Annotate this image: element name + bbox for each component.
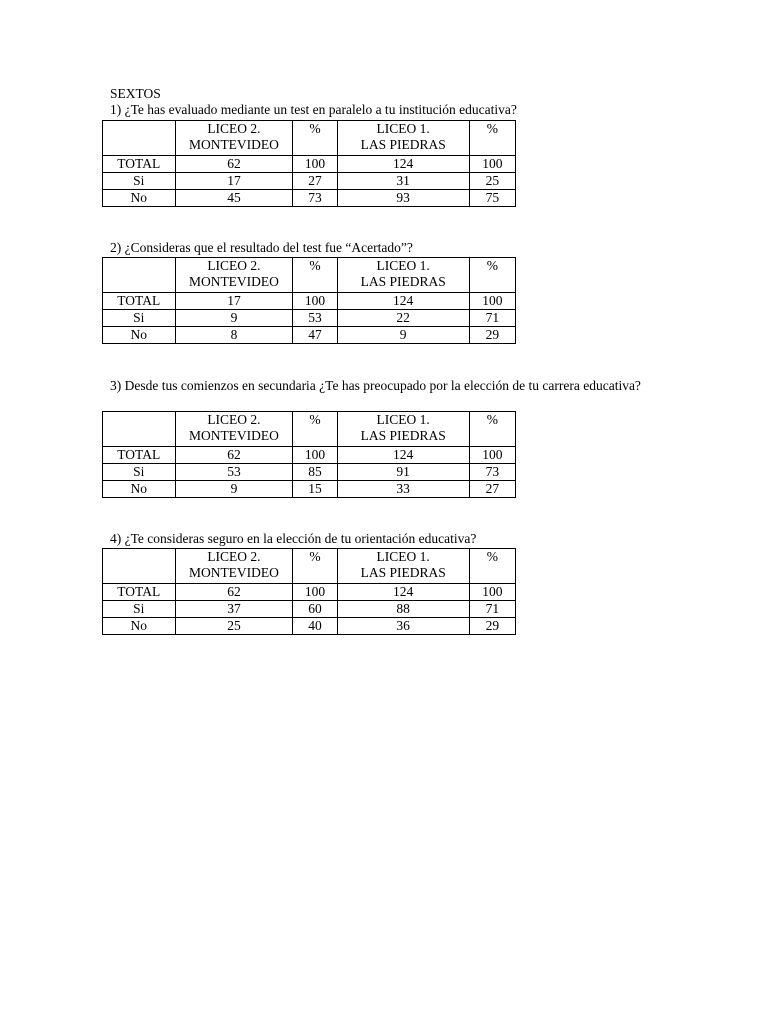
liceo1-count: 88 [337, 601, 469, 618]
table-row [103, 601, 516, 618]
header-liceo2 [175, 258, 293, 293]
header-liceo1-line1: LICEO 1. [376, 549, 430, 564]
header-liceo2-line1: LICEO 2. [207, 412, 261, 427]
header-liceo1-line2: LAS PIEDRAS [360, 565, 446, 580]
header-liceo2-line2: MONTEVIDEO [188, 428, 279, 443]
liceo1-count: 36 [337, 618, 469, 635]
question-1-table [102, 120, 516, 207]
table-row [103, 190, 516, 207]
table-row [103, 618, 516, 635]
header-liceo1-line1: LICEO 1. [376, 258, 430, 273]
liceo1-count: 9 [337, 327, 469, 344]
liceo2-percent: 100 [293, 584, 337, 601]
liceo2-count: 62 [175, 584, 293, 601]
header-liceo1-line1: LICEO 1. [376, 412, 430, 427]
header-liceo1-line2: LAS PIEDRAS [360, 137, 446, 152]
header-liceo1-line2: LAS PIEDRAS [360, 274, 446, 289]
header-liceo2-line1: LICEO 2. [207, 258, 261, 273]
header-liceo1 [337, 412, 469, 447]
question-3-text: 3) Desde tus comienzos en secundaria ¿Te has preocupado por la elección de tu carrera educativa? [110, 378, 641, 393]
table-header-row [103, 412, 516, 447]
liceo2-percent: 85 [293, 464, 337, 481]
liceo1-percent: 100 [469, 293, 515, 310]
header-blank-cell [103, 412, 176, 447]
row-label: TOTAL [103, 584, 176, 601]
table-row [103, 173, 516, 190]
header-liceo1-line2: LAS PIEDRAS [360, 428, 446, 443]
liceo1-percent: 71 [469, 601, 515, 618]
liceo2-count: 17 [175, 293, 293, 310]
header-pct-liceo1: % [469, 549, 515, 584]
table-row [103, 481, 516, 498]
header-blank-cell [103, 121, 176, 156]
table-header-row [103, 549, 516, 584]
row-label: No [103, 327, 176, 344]
table-row [103, 327, 516, 344]
liceo1-count: 124 [337, 447, 469, 464]
liceo2-count: 8 [175, 327, 293, 344]
row-label: Si [103, 310, 176, 327]
row-label: TOTAL [103, 293, 176, 310]
question-2-table [102, 257, 516, 344]
liceo1-percent: 29 [469, 327, 515, 344]
liceo1-percent: 100 [469, 156, 515, 173]
header-pct-liceo2: % [293, 412, 337, 447]
liceo2-count: 9 [175, 310, 293, 327]
table-row [103, 584, 516, 601]
row-label: Si [103, 601, 176, 618]
header-liceo2-line1: LICEO 2. [207, 121, 261, 136]
liceo2-count: 37 [175, 601, 293, 618]
liceo1-count: 124 [337, 293, 469, 310]
header-liceo2-line2: MONTEVIDEO [188, 565, 279, 580]
liceo2-percent: 100 [293, 156, 337, 173]
liceo2-count: 17 [175, 173, 293, 190]
liceo2-percent: 15 [293, 481, 337, 498]
row-label: TOTAL [103, 447, 176, 464]
liceo1-percent: 27 [469, 481, 515, 498]
liceo1-count: 31 [337, 173, 469, 190]
row-label: No [103, 618, 176, 635]
liceo1-percent: 73 [469, 464, 515, 481]
question-2-text: 2) ¿Consideras que el resultado del test fue “Acertado”? [110, 240, 413, 255]
header-liceo2-line1: LICEO 2. [207, 549, 261, 564]
question-3-table [102, 411, 516, 498]
header-liceo2 [175, 412, 293, 447]
liceo2-count: 62 [175, 447, 293, 464]
header-pct-liceo2: % [293, 549, 337, 584]
header-blank-cell [103, 549, 176, 584]
liceo2-count: 45 [175, 190, 293, 207]
header-liceo2 [175, 121, 293, 156]
liceo1-count: 124 [337, 156, 469, 173]
table-row [103, 156, 516, 173]
liceo1-percent: 29 [469, 618, 515, 635]
liceo1-count: 33 [337, 481, 469, 498]
liceo2-percent: 73 [293, 190, 337, 207]
liceo2-count: 25 [175, 618, 293, 635]
header-liceo2-line2: MONTEVIDEO [188, 274, 279, 289]
table-header-row [103, 121, 516, 156]
row-label: TOTAL [103, 156, 176, 173]
liceo2-percent: 53 [293, 310, 337, 327]
question-4-text: 4) ¿Te consideras seguro en la elección de tu orientación educativa? [110, 531, 477, 546]
page-title: SEXTOS [110, 86, 161, 101]
liceo2-percent: 100 [293, 447, 337, 464]
liceo2-percent: 27 [293, 173, 337, 190]
table-row [103, 447, 516, 464]
question-1-text: 1) ¿Te has evaluado mediante un test en paralelo a tu institución educativa? [110, 102, 517, 117]
header-liceo1 [337, 121, 469, 156]
header-liceo2 [175, 549, 293, 584]
table-row [103, 310, 516, 327]
header-pct-liceo1: % [469, 121, 515, 156]
header-pct-liceo1: % [469, 258, 515, 293]
header-pct-liceo2: % [293, 121, 337, 156]
liceo2-count: 62 [175, 156, 293, 173]
liceo1-percent: 75 [469, 190, 515, 207]
table-row [103, 293, 516, 310]
liceo1-count: 124 [337, 584, 469, 601]
header-liceo1-line1: LICEO 1. [376, 121, 430, 136]
header-liceo2-line2: MONTEVIDEO [188, 137, 279, 152]
liceo2-percent: 100 [293, 293, 337, 310]
row-label: No [103, 481, 176, 498]
row-label: Si [103, 173, 176, 190]
liceo2-count: 53 [175, 464, 293, 481]
liceo1-percent: 71 [469, 310, 515, 327]
row-label: Si [103, 464, 176, 481]
liceo1-count: 22 [337, 310, 469, 327]
liceo1-percent: 100 [469, 447, 515, 464]
liceo1-percent: 100 [469, 584, 515, 601]
header-pct-liceo2: % [293, 258, 337, 293]
header-liceo1 [337, 549, 469, 584]
row-label: No [103, 190, 176, 207]
liceo2-percent: 40 [293, 618, 337, 635]
question-4-table [102, 548, 516, 635]
table-row [103, 464, 516, 481]
header-blank-cell [103, 258, 176, 293]
liceo1-count: 93 [337, 190, 469, 207]
header-liceo1 [337, 258, 469, 293]
liceo1-percent: 25 [469, 173, 515, 190]
header-pct-liceo1: % [469, 412, 515, 447]
liceo2-count: 9 [175, 481, 293, 498]
liceo2-percent: 47 [293, 327, 337, 344]
table-header-row [103, 258, 516, 293]
liceo2-percent: 60 [293, 601, 337, 618]
liceo1-count: 91 [337, 464, 469, 481]
